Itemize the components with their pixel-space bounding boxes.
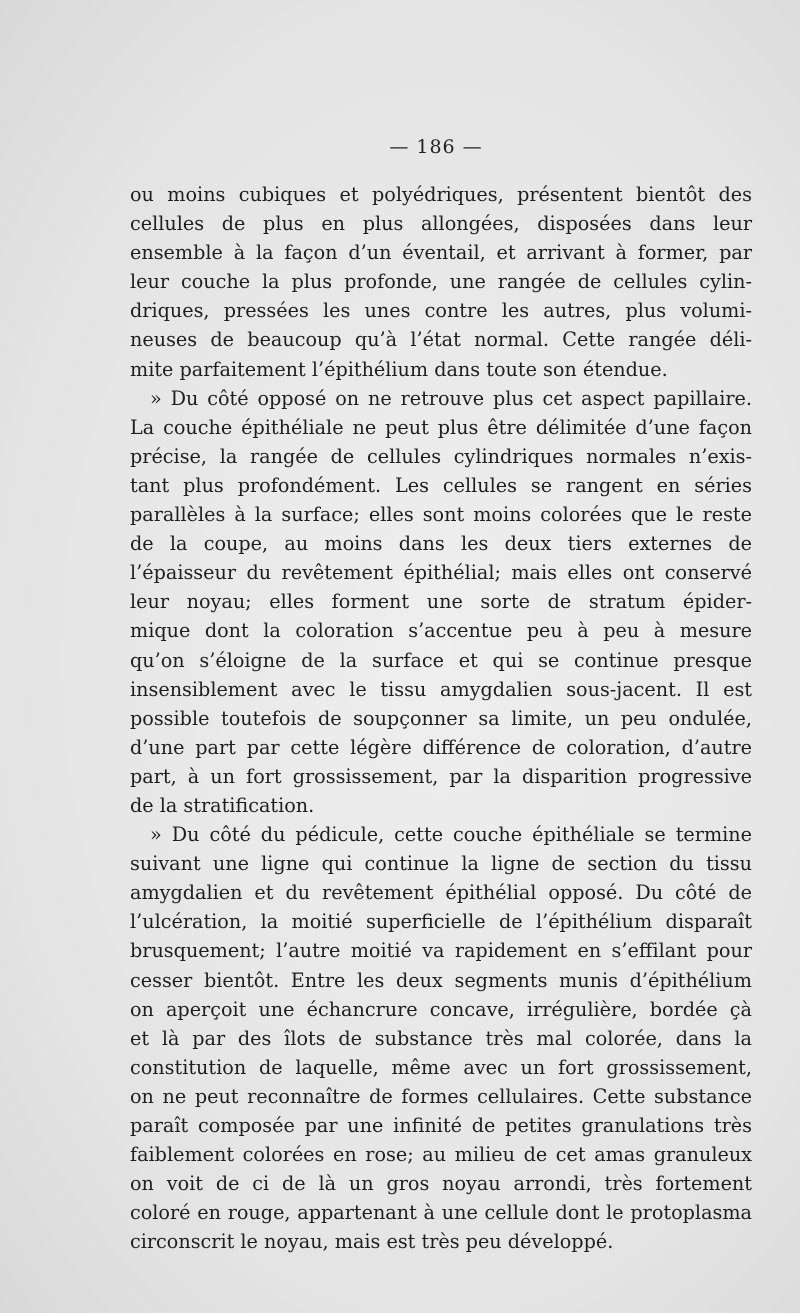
- text-line: qu’on s’éloigne de la surface et qui se continue presque: [130, 648, 752, 672]
- text-line: possible toutefois de soupçonner sa limite, un peu ondulée,: [130, 706, 752, 730]
- text-line: de la coupe, au moins dans les deux tiers externes de: [130, 532, 752, 556]
- text-line: » Du côté du pédicule, cette couche épithéliale se termine: [150, 823, 752, 847]
- text-line: brusquement; l’autre moitié va rapidement en s’effilant pour: [130, 939, 752, 963]
- text-line: on voit de ci de là un gros noyau arrondi, très fortement: [130, 1172, 752, 1196]
- text-line: mite parfaitement l’épithélium dans toute son étendue.: [130, 357, 668, 381]
- text-line: faiblement colorées en rose; au milieu de cet amas granuleux: [130, 1143, 752, 1167]
- text-line: part, à un fort grossissement, par la disparition progressive: [130, 764, 752, 788]
- text-line: leur couche la plus profonde, une rangée de cellules cylin-: [130, 270, 752, 294]
- text-line: ou moins cubiques et polyédriques, présentent bientôt des: [130, 183, 752, 206]
- text-line: ensemble à la façon d’un éventail, et arrivant à former, par: [130, 241, 752, 265]
- text-line: précise, la rangée de cellules cylindriques normales n’exis-: [130, 444, 752, 468]
- text-line: cesser bientôt. Entre les deux segments munis d’épithélium: [130, 968, 752, 992]
- text-line: d’une part par cette légère différence de coloration, d’autre: [130, 735, 752, 759]
- text-line: tant plus profondément. Les cellules se rangent en séries: [130, 473, 752, 497]
- text-line: et là par des îlots de substance très mal colorée, dans la: [130, 1026, 752, 1050]
- text-line: amygdalien et du revêtement épithélial opposé. Du côté de: [130, 881, 752, 905]
- text-line: circonscrit le noyau, mais est très peu développé.: [130, 1230, 614, 1254]
- text-line: insensiblement avec le tissu amygdalien sous-jacent. Il est: [130, 677, 752, 701]
- text-line: de la stratification.: [130, 793, 315, 817]
- text-line: neuses de beaucoup qu’à l’état normal. Cette rangée déli-: [130, 328, 752, 352]
- text-line: on ne peut reconnaître de formes cellulaires. Cette substance: [130, 1084, 752, 1108]
- text-line: on aperçoit une échancrure concave, irrégulière, bordée çà: [130, 997, 752, 1021]
- text-line: La couche épithéliale ne peut plus être délimitée d’une façon: [130, 415, 752, 439]
- text-line: parallèles à la surface; elles sont moins colorées que le reste: [130, 503, 752, 527]
- body-text: [130, 180, 752, 1256]
- text-line: leur noyau; elles forment une sorte de stratum épider-: [130, 590, 752, 614]
- text-line: driques, pressées les unes contre les autres, plus volumi-: [130, 299, 752, 323]
- text-line: cellules de plus en plus allongées, disposées dans leur: [130, 212, 752, 236]
- text-line: coloré en rouge, appartenant à une cellule dont le protoplasma: [130, 1201, 752, 1225]
- paragraph: [130, 820, 752, 1256]
- page-number: — 186 —: [389, 136, 483, 158]
- text-line: l’ulcération, la moitié superficielle de l’épithélium disparaît: [130, 910, 752, 934]
- text-line: constitution de laquelle, même avec un fort grossissement,: [130, 1055, 752, 1079]
- paragraph: [130, 180, 752, 384]
- text-line: » Du côté opposé on ne retrouve plus cet aspect papillaire.: [150, 386, 752, 410]
- text-line: suivant une ligne qui continue la ligne de section du tissu: [130, 852, 752, 876]
- text-line: mique dont la coloration s’accentue peu à peu à mesure: [130, 619, 752, 643]
- paragraph: [130, 384, 752, 820]
- text-line: l’épaisseur du revêtement épithélial; mais elles ont conservé: [130, 561, 752, 585]
- text-line: paraît composée par une infinité de petites granulations très: [130, 1114, 752, 1137]
